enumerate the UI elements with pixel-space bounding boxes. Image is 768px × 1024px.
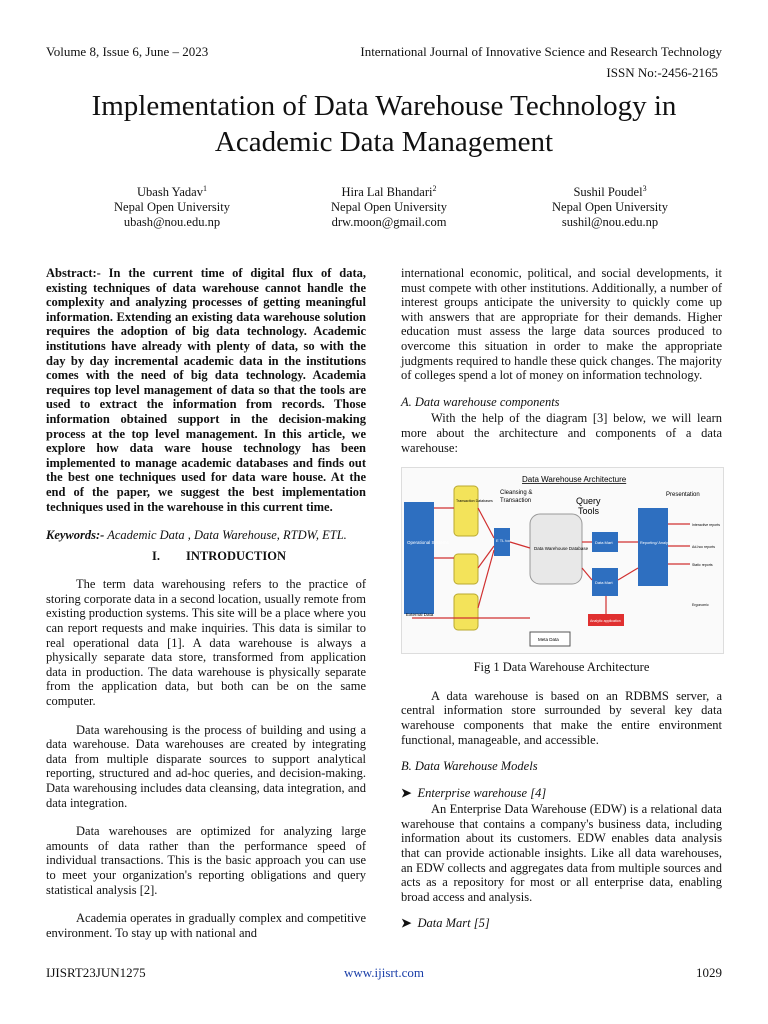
footer-url-link[interactable]: www.ijisrt.com	[343, 965, 425, 980]
output-adhoc: Ad-hoc reports	[692, 545, 715, 550]
output-static: Static reports	[692, 563, 713, 568]
keywords-label: Keywords:-	[46, 528, 105, 543]
paragraph: An Enterprise Data Warehouse (EDW) is a relational data warehouse that contains a company's business data, including information about its customers. EDW enables data analysis that can provide actionable insights. Like all data warehouses, an EDW collects and aggregates data from multiple sources and acts as a repository for most or all enterprise data, enabling broad access and analysis.	[401, 802, 722, 904]
keywords-text: Academic Data , Data Warehouse, RTDW, ETL.	[104, 528, 347, 543]
abstract: Abstract:- In the current time of digital flux of data, existing techniques of data warehouse cannot handle the complexity and analyzing processes of getting meaningful information. Extending an existing data warehouse solution requires the adoption of big data technology. Academic institutions have already with plenty of data, so with the day by day incremental academic data in the institutions comes with the need of big data technology. Academia requires top level management of data so that the tools are used to extract the information from records. Those information obtained support in the decision-making process at the top level management. In this article, we explore how data ware house technology has been implemented to manage academic databases and finds out the best one techniques used for data ware house. At the end of the paper, we suggest the best implementation techniques used in the warehouse in this current time.	[46, 266, 366, 514]
left-column	[46, 266, 366, 940]
subsection-heading: B. Data Warehouse Models	[401, 759, 538, 774]
label-tools: Tools	[578, 506, 600, 517]
keywords	[46, 528, 366, 543]
author-sup: 1	[202, 184, 207, 193]
transaction-db-label: Transaction Databases	[456, 499, 493, 504]
db-cylinder	[454, 554, 478, 584]
author-name: Hira Lal Bhandari	[341, 185, 433, 200]
subsection-heading: A. Data warehouse components	[401, 394, 560, 409]
db-cylinder	[454, 594, 478, 630]
author-name: Sushil Poudel	[573, 185, 643, 200]
paragraph: With the help of the diagram [3] below, we will learn more about the architecture and components of a data warehouse:	[401, 411, 722, 455]
author-email: sushil@nou.edu.np	[561, 215, 659, 230]
transaction-db-cylinder	[454, 486, 478, 536]
reporting-box	[638, 508, 668, 586]
output-ergonomic: Ergonomic	[692, 603, 709, 608]
author-3	[500, 181, 720, 230]
diagram-title: Data Warehouse Architecture	[522, 475, 627, 485]
data-mart-1-label: Data Mart	[595, 540, 613, 546]
author-2	[279, 181, 499, 230]
section-number: I.	[151, 548, 160, 563]
author-sup: 2	[432, 184, 437, 193]
meta-data-label: Meta Data	[538, 637, 559, 643]
bullet-text: Enterprise warehouse [4]	[417, 785, 547, 800]
paragraph: A data warehouse is based on an RDBMS server, a central information store surrounded by several key data warehouse components that make the entire environment functional, manageable, and accessible.	[401, 688, 722, 747]
bullet-text: Data Mart [5]	[417, 916, 490, 931]
paragraph: Data warehousing is the process of building and using a data warehouse. Data warehouses are created by integrating data from multiple disparate sources to support analytical reporting, structured and ad-hoc queries, and decision-making. Data warehousing includes data cleansing, data integration, and data integration.	[46, 722, 366, 810]
operational-systems-box	[404, 502, 434, 614]
external-data-label: External Data	[406, 612, 434, 618]
architecture-figure	[401, 467, 724, 654]
page-number: 1029	[696, 965, 722, 980]
author-affiliation: Nepal Open University	[552, 200, 668, 215]
section-heading	[46, 549, 366, 564]
author-affiliation: Nepal Open University	[114, 200, 230, 215]
paragraph: The term data warehousing refers to the practice of storing corporate data in a second location, usually remote from existing production systems. This site will be a place where you can report requests and make inquiries. This data is similar to real operational data [1]. A data warehouse is always a physically separate data store, transformed from application data in production. The data warehouse is physically separate from the application data, but both can be on the same computer.	[46, 577, 366, 709]
footer-paper-id: IJISRT23JUN1275	[46, 965, 146, 980]
etl-label: E TL tools	[496, 538, 514, 544]
label-presentation: Presentation	[666, 492, 700, 499]
operational-systems-label: Operational Systems	[407, 540, 449, 546]
author-affiliation: Nepal Open University	[331, 200, 447, 215]
author-email: ubash@nou.edu.np	[123, 215, 221, 230]
author-1	[62, 181, 282, 230]
paragraph: international economic, political, and social developments, it must compete with other institutions. Additionally, a number of interest groups anticipate the university to quickly come up with answers that are appropriate for their demands. Higher education must assess the large data sources produced to overcome this situation in order to make the appropriate judgments required to handle these quick changes. The majority of colleges spend a lot of money on information technology.	[401, 266, 722, 383]
author-sup: 3	[642, 184, 647, 193]
journal-volume: Volume 8, Issue 6, June – 2023	[46, 44, 209, 59]
label-transaction: Transaction	[500, 498, 532, 505]
paragraph: Data warehouses are optimized for analyzing large amounts of data rather than the performance speed of individual transactions. This is the basic approach you can use to meet your organization's reporting obligations and query statistical analysis [2].	[46, 824, 366, 897]
bullet-heading	[401, 916, 722, 931]
paper-title: Implementation of Data Warehouse Technology in Academic Data Management	[91, 90, 677, 158]
issn: ISSN No:-2456-2165	[606, 65, 718, 80]
analytic-application-label: Analytic application	[590, 619, 621, 624]
output-interactive: Interactive reports	[692, 523, 721, 528]
architecture-diagram	[402, 468, 723, 653]
author-name: Ubash Yadav	[137, 185, 203, 200]
label-query: Query	[576, 496, 601, 507]
arrow-bullet-icon: ➤	[401, 785, 412, 800]
author-email: drw.moon@gmail.com	[331, 215, 447, 230]
figure-caption: Fig 1 Data Warehouse Architecture	[473, 660, 650, 675]
dw-database-label: Data Warehouse Database	[534, 546, 589, 552]
data-mart-2-label: Data Mart	[595, 580, 613, 586]
reporting-label: Reporting/ Analysis/ Mining Tools	[640, 541, 696, 546]
label-cleansing: Cleansing &	[500, 490, 533, 497]
paragraph: Academia operates in gradually complex and competitive environment. To stay up with national and	[46, 911, 366, 940]
journal-name: International Journal of Innovative Science and Research Technology	[360, 44, 722, 59]
right-column	[401, 266, 722, 933]
arrow-bullet-icon: ➤	[401, 916, 412, 931]
bullet-heading	[401, 786, 722, 801]
section-title: INTRODUCTION	[185, 548, 286, 563]
